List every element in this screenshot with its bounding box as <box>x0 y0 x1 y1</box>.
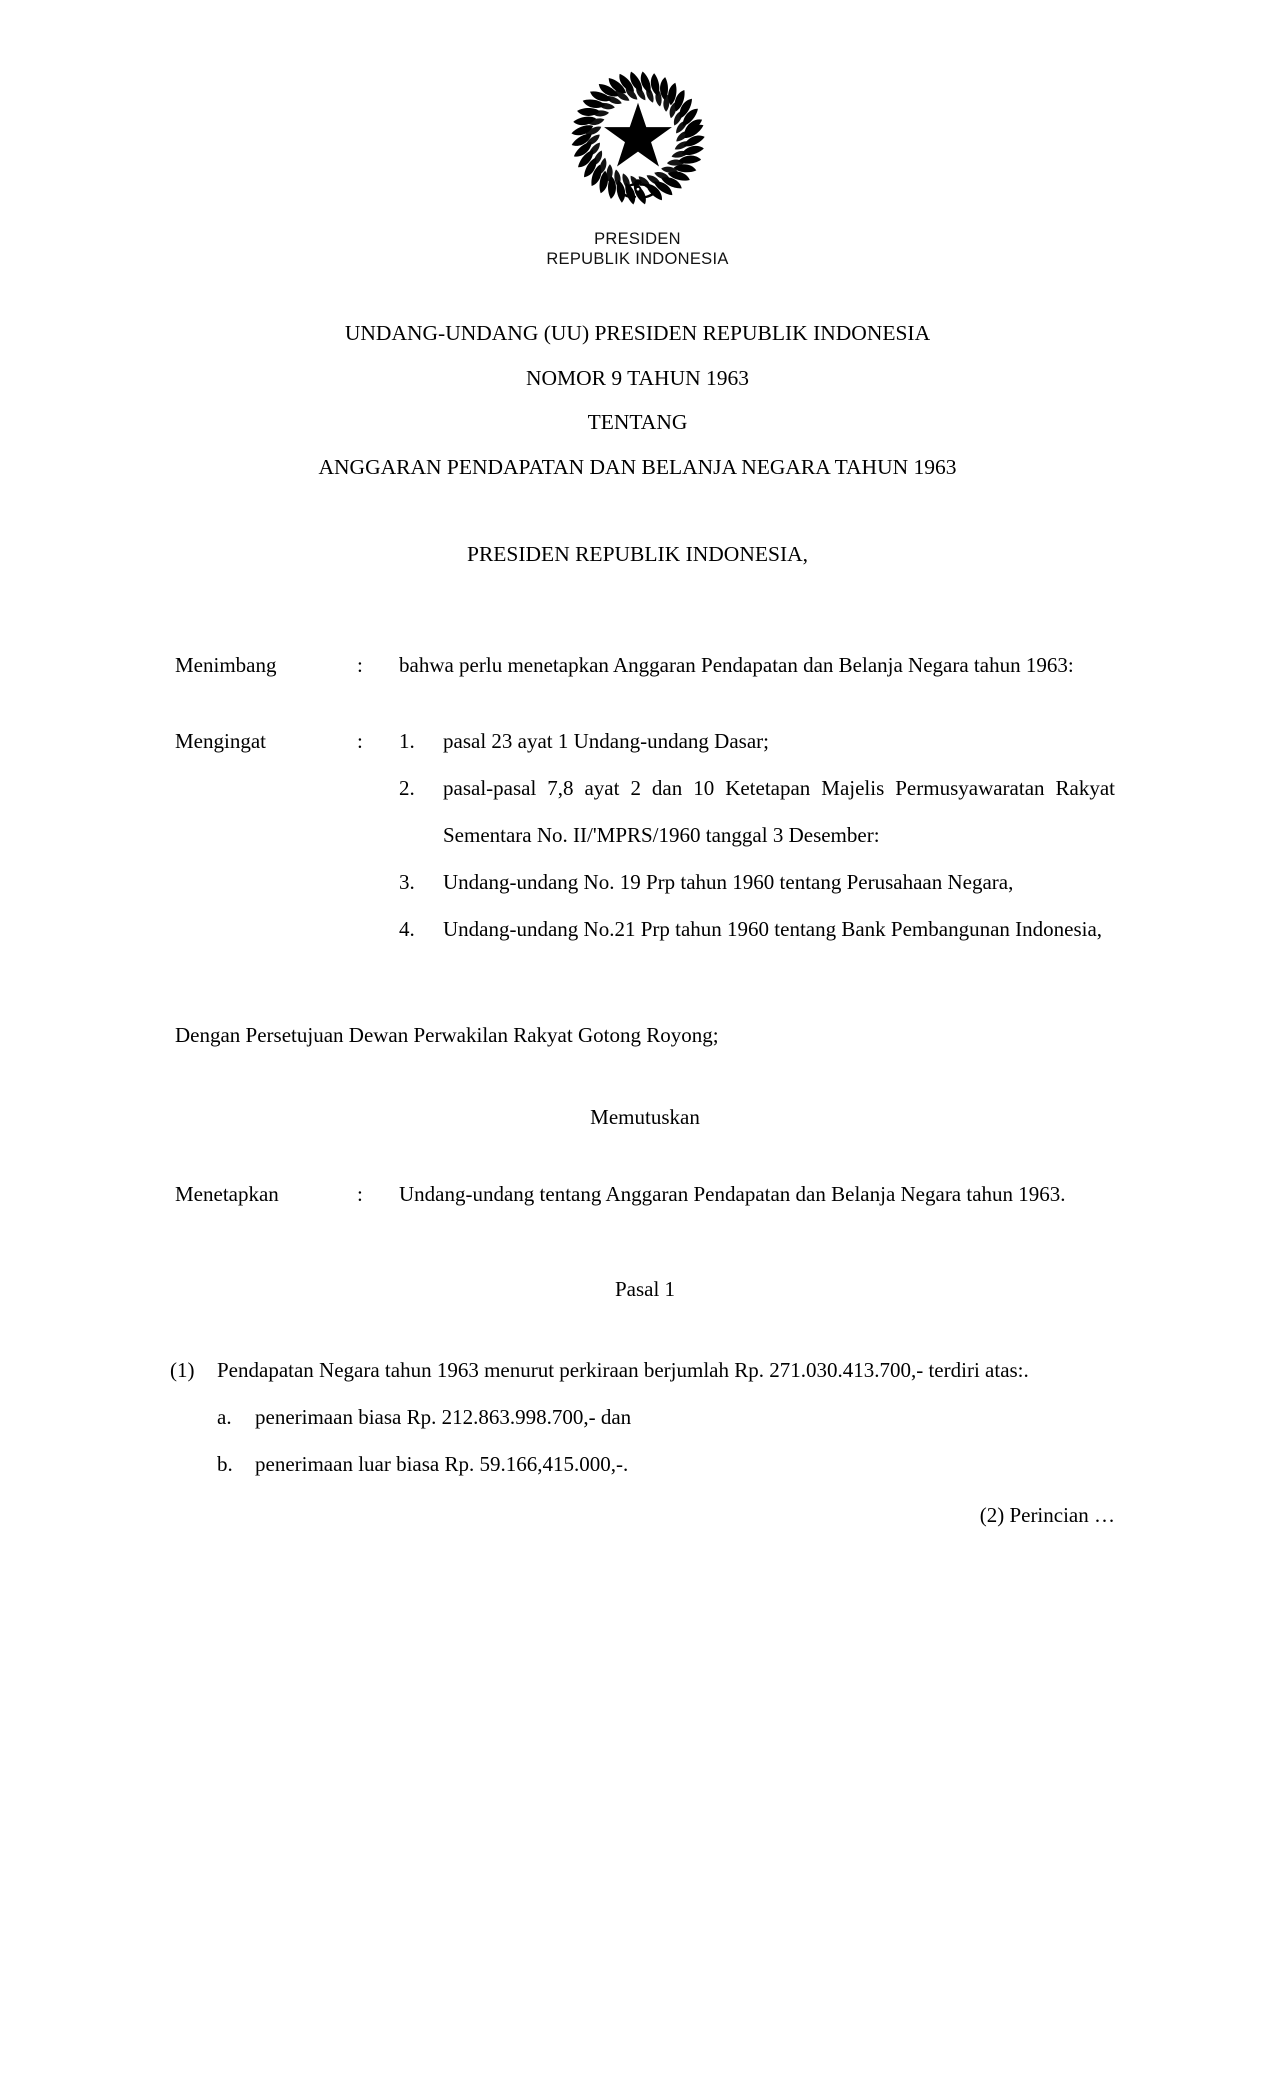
list-item <box>399 859 1115 906</box>
list-item <box>399 906 1115 953</box>
clause-mengingat-colon: : <box>357 728 363 753</box>
presidential-seal-icon <box>558 58 718 218</box>
clause-menimbang-label: Menimbang <box>175 652 277 677</box>
list-item-text: pasal 23 ayat 1 Undang-undang Dasar; <box>443 728 769 753</box>
document-title <box>0 323 1275 478</box>
ayat-1 <box>170 1347 1115 1394</box>
list-item-text: pasal-pasal 7,8 ayat 2 dan 10 Ketetapan Majelis Permusyawaratan Rakyat Sementara No. II/'MPRS/1960 tanggal 3 Desember: <box>443 775 1115 847</box>
enactment-clauses <box>0 1171 1275 1313</box>
clause-mengingat-list <box>399 718 1115 953</box>
letterhead <box>0 0 1275 269</box>
approval-line: Dengan Persetujuan Dewan Perwakilan Rakyat Gotong Royong; <box>175 1022 719 1047</box>
list-item-marker: 1. <box>399 728 415 753</box>
enacting-authority: PRESIDEN REPUBLIK INDONESIA, <box>466 542 809 567</box>
list-item-marker: 4. <box>399 916 415 941</box>
page-continuation-catchword: (2) Perincian … <box>979 1502 1115 1527</box>
list-item-text: penerimaan biasa Rp. 212.863.998.700,- dan <box>255 1404 632 1429</box>
list-item-marker: 2. <box>399 775 415 800</box>
ayat-1-sublist <box>170 1394 1115 1488</box>
pasal-1-content <box>0 1347 1275 1488</box>
approval-section <box>0 1012 1275 1141</box>
clause-mengingat-label: Mengingat <box>175 728 266 753</box>
list-item-text: Undang-undang No. 19 Prp tahun 1960 tentang Perusahaan Negara, <box>443 869 1014 894</box>
preamble-clauses <box>0 642 1275 953</box>
letterhead-caption <box>0 229 1275 269</box>
letterhead-line-presiden: PRESIDEN <box>594 230 681 248</box>
clause-menetapkan-colon: : <box>357 1181 363 1206</box>
list-item-marker: 3. <box>399 869 415 894</box>
list-item <box>217 1394 1115 1441</box>
list-item <box>399 765 1115 859</box>
list-item-marker: b. <box>217 1451 233 1476</box>
clause-mengingat <box>175 718 1115 953</box>
clause-menimbang <box>175 642 1115 689</box>
list-item-text: penerimaan luar biasa Rp. 59.166,415.000,-. <box>255 1451 629 1476</box>
memutuskan-heading: Memutuskan <box>590 1104 700 1129</box>
ayat-1-text: Pendapatan Negara tahun 1963 menurut perkiraan berjumlah Rp. 271.030.413.700,- terdiri atas:. <box>217 1357 1029 1382</box>
title-line-1: UNDANG-UNDANG (UU) PRESIDEN REPUBLIK INDONESIA <box>344 321 931 346</box>
list-item-marker: a. <box>217 1404 232 1429</box>
clause-menimbang-colon: : <box>357 652 363 677</box>
letterhead-line-republik-indonesia: REPUBLIK INDONESIA <box>546 250 729 269</box>
title-line-number: NOMOR 9 TAHUN 1963 <box>525 365 750 390</box>
pasal-heading: Pasal 1 <box>614 1276 676 1301</box>
clause-menetapkan <box>175 1171 1115 1218</box>
clause-menimbang-text: bahwa perlu menetapkan Anggaran Pendapatan dan Belanja Negara tahun 1963: <box>399 652 1074 677</box>
list-item-text: Undang-undang No.21 Prp tahun 1960 tentang Bank Pembangunan Indonesia, <box>443 916 1103 941</box>
clause-menetapkan-text: Undang-undang tentang Anggaran Pendapatan dan Belanja Negara tahun 1963. <box>399 1181 1066 1206</box>
title-line-tentang: TENTANG <box>587 410 688 435</box>
ayat-1-marker: (1) <box>170 1357 195 1382</box>
title-line-subject: ANGGARAN PENDAPATAN DAN BELANJA NEGARA TAHUN 1963 <box>318 454 957 479</box>
clause-menetapkan-label: Menetapkan <box>175 1181 279 1206</box>
list-item <box>399 718 1115 765</box>
list-item <box>217 1441 1115 1488</box>
